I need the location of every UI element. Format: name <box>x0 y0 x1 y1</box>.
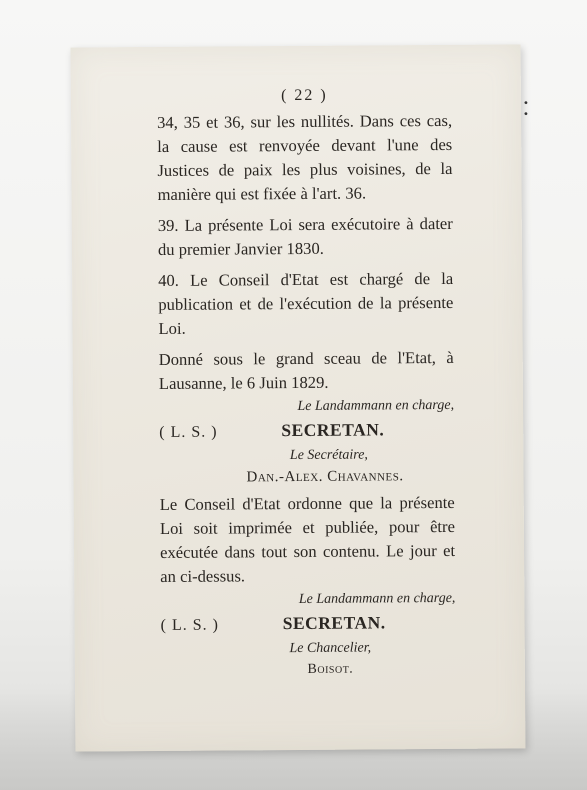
page-number: ( 22 ) <box>281 86 328 105</box>
chancellor-role: Le Chancelier, <box>289 640 372 657</box>
paragraph-given-under-seal: Donné sous le grand sceau de l'Etat, à Lausanne, le 6 Juin 1829. <box>158 347 454 393</box>
paragraph-nullites: 34, 35 et 36, sur les nullités. Dans ces cas, la cause est renvoyée devant l'une des Justices de paix les plus voisines, de la manière qui est fixée à l'art. 36. <box>157 110 453 204</box>
landammann-name-1: SECRETAN. <box>281 419 385 441</box>
corner-marks: • • <box>522 98 533 121</box>
secretary-role: Le Secrétaire, <box>289 447 368 464</box>
secretary-name: Dan.-Alex. Chavannes. <box>246 468 404 486</box>
paragraph-article-39: 39. La présente Loi sera exécutoire à dater du premier Janvier 1830. <box>157 213 453 259</box>
page-text <box>157 83 456 682</box>
signature-row-1 <box>159 417 454 445</box>
landammann-name-2: SECRETAN. <box>282 612 386 634</box>
paragraph-article-40: 40. Le Conseil d'Etat est chargé de la publication et de l'exécution de la présente Loi. <box>158 268 454 338</box>
landammann-role-2: Le Landammann en charge, <box>298 590 456 607</box>
seal-mark-2: ( L. S. ) <box>160 616 219 634</box>
printed-page <box>71 44 533 751</box>
landammann-role-1: Le Landammann en charge, <box>297 397 455 415</box>
signature-row-2 <box>160 610 455 638</box>
chancellor-name: Boisot. <box>307 661 354 677</box>
seal-mark-1: ( L. S. ) <box>159 423 218 441</box>
closing-paragraph: Le Conseil d'Etat ordonne que la présente Loi soit imprimée et publiée, pour être exécutée dans tout son contenu. Le jour et an ci-dessus. <box>159 492 456 586</box>
